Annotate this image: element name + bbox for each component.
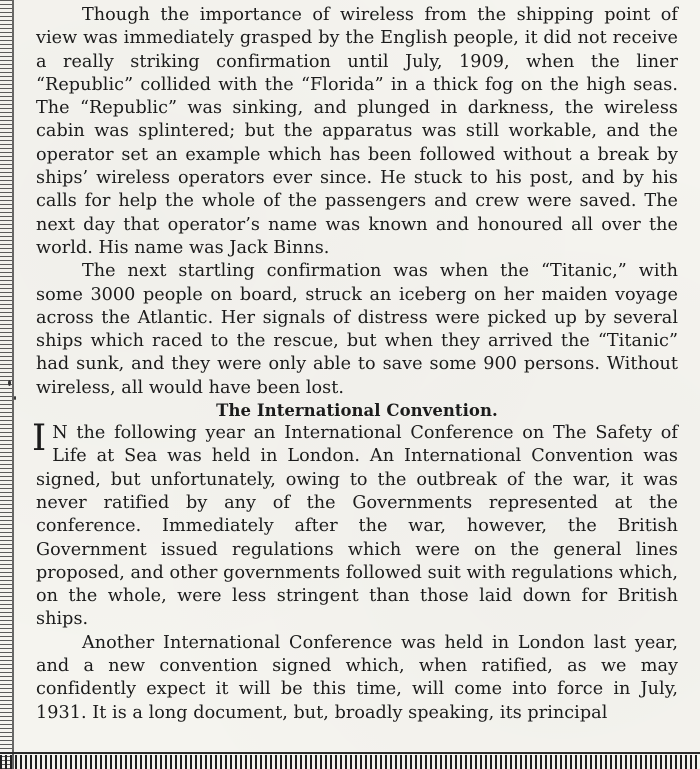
paragraph-republic: Though the importance of wireless from the shipping point of view was immediately grasped by the English people, it did not receive a really striking confirmation until July, 1909, when the liner “Republic” collided with the “Florida” in a thick fog on the high seas. The “Republic” was sinking, and plunged in darkness, the wireless cabin was splintered; but the apparatus was still workable, and the operator set an example which has been followed without a break by ships’ wireless operators ever since. He stuck to his post, and by his calls for help the whole of the passengers and crew were saved. The next day that operator’s name was known and honoured all over the world. His name was Jack Binns. xyxy=(36,5,678,258)
paragraph-convention xyxy=(32,418,678,632)
article-body xyxy=(32,4,678,725)
print-speck xyxy=(14,396,16,400)
paragraph-titanic: The next startling confirmation was when the “Titanic,” with some 3000 people on board, struck an iceberg on her maiden voyage across the Atlantic. Her signals of distress were picked up by several ships which raced to the rescue, but when they arrived the “Titanic” had sunk, and they were only able to save some 900 persons. Without wireless, all would have been lost. xyxy=(36,261,678,398)
print-speck xyxy=(8,380,11,386)
paragraph-second-conference: Another International Conference was held in London last year, and a new convention signed which, when ratified, as we may confidently expect it will be this time, will come into force in July, 1931. It is a long document, but, broadly speaking, its principal xyxy=(36,632,678,723)
drop-cap: I xyxy=(32,418,47,460)
section-heading: The International Convention. xyxy=(216,401,498,421)
paragraph-convention-text: N the following year an International Conference on The Safety of Life at Sea was held in London. An International Convention was signed, but unfortunately, owing to the outbreak of the war, it was never ratified by any of the Governments represented at the conference. Immediately after the war, however, the British Government issued regulations which were on the general lines proposed, and other governments followed suit with regulations which, on the whole, were less stringent than those laid down for British ships. xyxy=(36,423,678,630)
bottom-column-rule xyxy=(0,755,700,769)
